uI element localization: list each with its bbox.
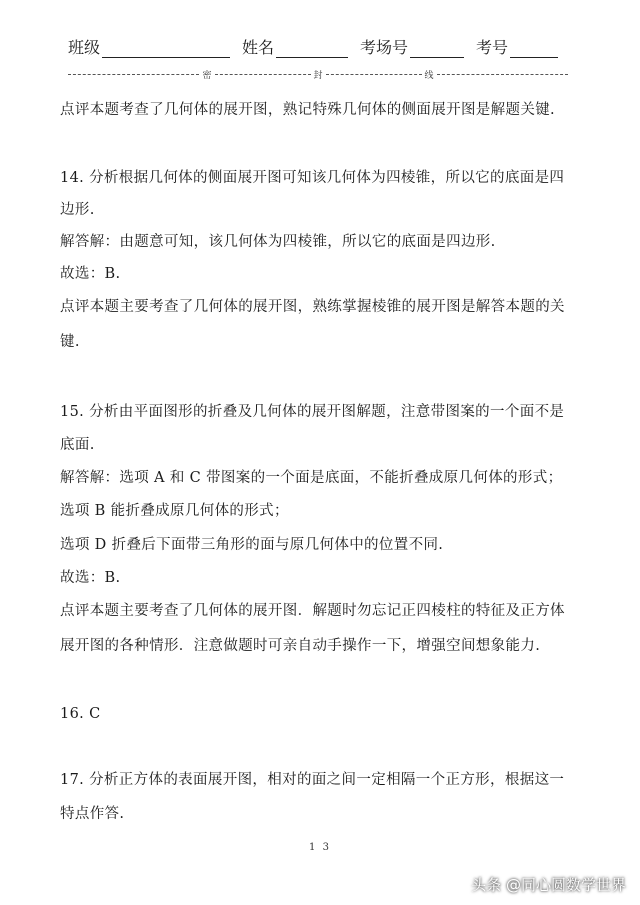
text-line: 展开图的各种情形．注意做题时可亲自动手操作一下，增强空间想象能力. — [60, 638, 541, 654]
q17-analysis: 17. 分析正方体的表面展开图，相对的面之间一定相隔一个正方形，根据这一 — [60, 772, 565, 788]
seal-dash — [215, 74, 311, 75]
q14-answer: 解答解：由题意可知，该几何体为四棱锥，所以它的底面是四边形. — [60, 234, 496, 250]
seal-dash — [437, 74, 568, 75]
q15-option-d: 选项 D 折叠后下面带三角形的面与原几何体中的位置不同. — [60, 537, 444, 553]
watermark: 头条 @同心圆数学世界 — [471, 876, 626, 894]
text-line: 键. — [60, 334, 80, 350]
name-field — [242, 35, 348, 58]
class-blank[interactable] — [102, 41, 230, 58]
exam-number-label: 考号 — [476, 38, 509, 57]
class-label: 班级 — [68, 38, 101, 57]
exam-room-label: 考场号 — [360, 38, 409, 57]
seal-dash — [326, 74, 422, 75]
text-line: 点评本题考查了几何体的展开图，熟记特殊几何体的侧面展开图是解题关键. — [60, 102, 556, 118]
class-field — [68, 35, 230, 58]
q15-option-b: 选项 B 能折叠成原几何体的形式； — [60, 503, 289, 519]
text-line: 底面. — [60, 437, 95, 453]
name-blank[interactable] — [276, 41, 348, 58]
page-number: 1 3 — [309, 842, 331, 853]
text-line: 边形. — [60, 202, 95, 218]
q16-answer: 16. C — [60, 706, 101, 722]
text-line: 特点作答. — [60, 806, 125, 822]
exam-header — [68, 34, 580, 58]
seal-dash — [68, 74, 199, 75]
seal-char: 封 — [313, 71, 323, 81]
q14-choice: 故选：B. — [60, 266, 121, 282]
q14-analysis: 14. 分析根据几何体的侧面展开图可知该几何体为四棱锥，所以它的底面是四 — [60, 170, 565, 186]
q14-comment: 点评本题主要考查了几何体的展开图，熟练掌握棱锥的展开图是解答本题的关 — [60, 299, 565, 315]
q15-answer: 解答解：选项 A 和 C 带图案的一个面是底面，不能折叠成原几何体的形式； — [60, 470, 563, 486]
seal-line — [68, 68, 568, 81]
exam-room-field — [360, 35, 464, 58]
seal-char: 线 — [424, 71, 434, 81]
exam-number-blank[interactable] — [510, 41, 558, 58]
name-label: 姓名 — [242, 38, 275, 57]
seal-char: 密 — [202, 71, 212, 81]
q15-choice: 故选：B. — [60, 570, 121, 586]
q15-analysis: 15. 分析由平面图形的折叠及几何体的展开图解题，注意带图案的一个面不是 — [60, 404, 565, 420]
exam-room-blank[interactable] — [410, 41, 464, 58]
q15-comment: 点评本题主要考查了几何体的展开图．解题时勿忘记正四棱柱的特征及正方体 — [60, 603, 565, 619]
exam-number-field — [476, 35, 558, 58]
